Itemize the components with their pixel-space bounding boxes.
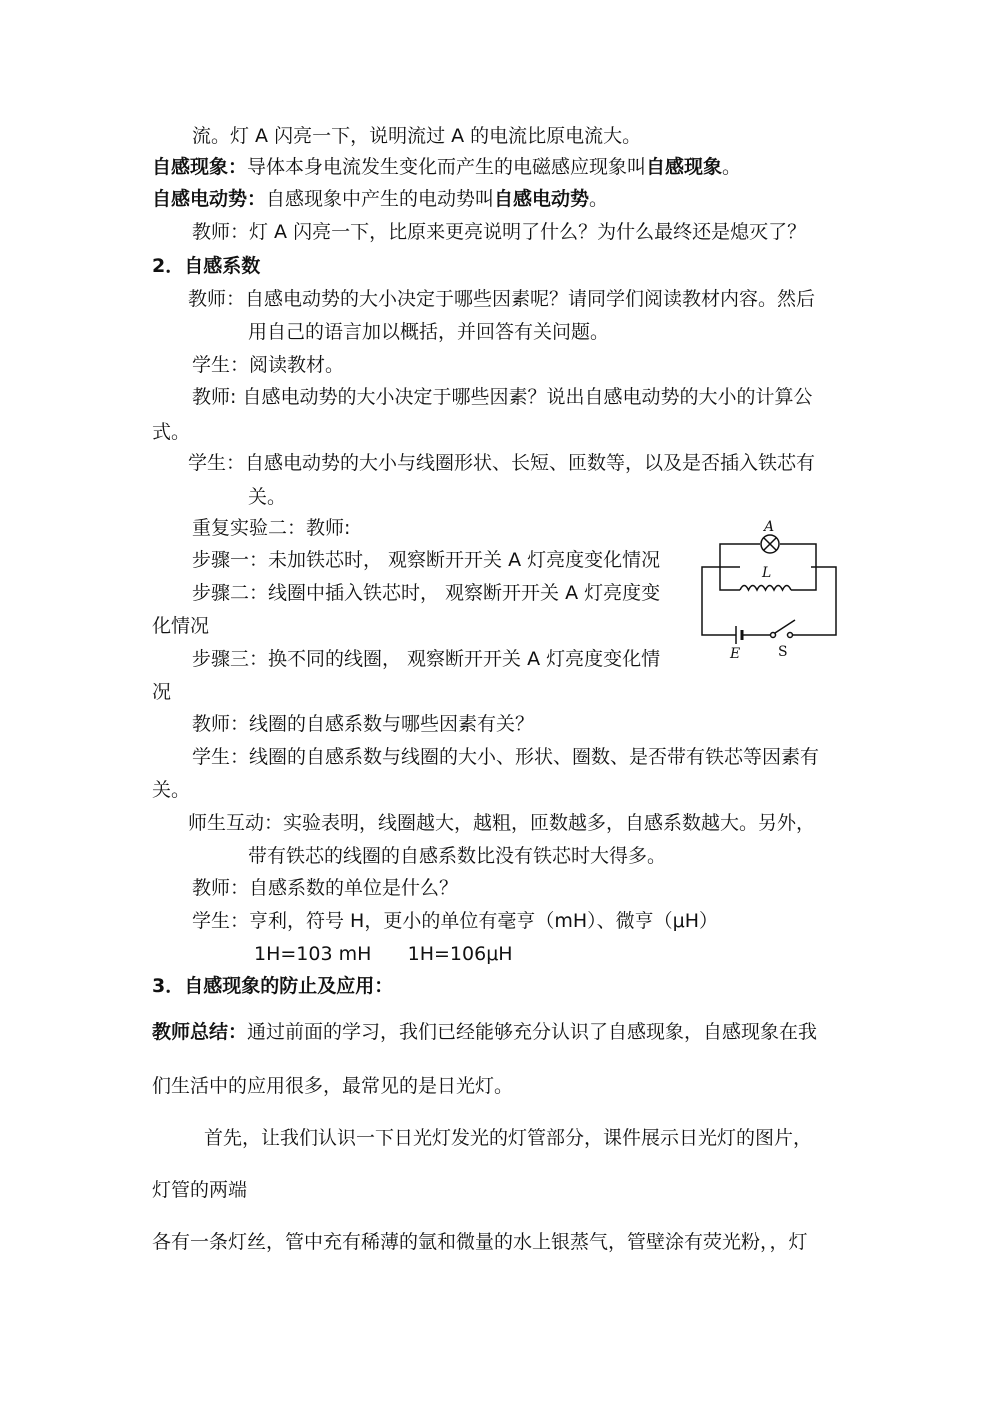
text-line: 教师：灯 A 闪亮一下，比原来更亮说明了什么？为什么最终还是熄灭了？ [192,221,807,243]
text-line: 用自己的语言加以概括，并回答有关问题。 [248,321,610,343]
definition-self-induced-emf [152,187,608,211]
lamp-label: A [764,519,775,535]
text-line: 教师：自感电动势的大小决定于哪些因素呢？请同学们阅读教材内容。然后 [188,288,816,310]
text-line: 流。灯 A 闪亮一下，说明流过 A 的电流比原电流大。 [192,125,642,147]
unit-formula: 1H=103 mH 1H=106μH [254,943,513,965]
summary-line [152,1020,817,1044]
circuit-diagram [698,515,843,665]
summary-text: 通过前面的学习，我们已经能够充分认识了自感现象，自感现象在我 [247,1021,818,1043]
text-line: 教师：自感系数的单位是什么？ [192,877,459,899]
text-line: 学生：亨利，符号 H，更小的单位有毫亨（mH）、微亨（μH） [192,910,718,932]
text-line: 学生：线圈的自感系数与线圈的大小、形状、圈数、是否带有铁芯等因素有 [192,746,820,768]
switch-lever [775,620,795,633]
wire-lamp-branch [720,544,760,567]
definition-label: 自感电动势： [152,188,267,210]
wire-right [793,567,836,635]
text-line: 学生：自感电动势的大小与线圈形状、长短、匝数等，以及是否插入铁芯有 [188,452,816,474]
text-line: 步骤一：未加铁芯时， 观察断开开关 A 灯亮度变化情况 [192,549,661,571]
text-line: 教师: 自感电动势的大小决定于哪些因素？说出自感电动势的大小的计算公 [192,386,813,408]
definition-text: 自感现象中产生的电动势叫 [266,188,495,210]
definition-self-induction [152,155,741,179]
text-line: 式。 [152,421,191,443]
text-line: 各有一条灯丝，管中充有稀薄的氩和微量的水上银蒸气，管壁涂有荧光粉，，灯 [152,1231,808,1253]
text-line: 况 [152,681,172,703]
summary-label: 教师总结： [152,1021,248,1043]
text-line: 化情况 [152,615,210,637]
text-line: 首先，让我们认识一下日光灯发光的灯管部分，课件展示日光灯的图片， [204,1127,813,1149]
text-line: 重复实验二：教师: [192,517,351,539]
definition-end: 。 [722,156,742,178]
text-line: 师生互动：实验表明，线圈越大，越粗，匝数越多，自感系数越大。另外， [188,812,816,834]
battery-label: E [730,646,741,662]
wire-coil-left [720,567,740,590]
switch-contact-left [771,633,776,638]
switch-contact-right [788,633,793,638]
wire-left [702,567,740,635]
coil-label: L [762,565,772,581]
text-line: 步骤二：线圈中插入铁芯时， 观察断开开关 A 灯亮度变 [192,582,661,604]
definition-term: 自感现象 [646,156,723,178]
wire-lamp-branch-right [780,544,816,567]
switch-label: S [778,644,788,660]
definition-label: 自感现象： [152,156,248,178]
definition-term: 自感电动势 [494,188,590,210]
text-line: 们生活中的应用很多，最常见的是日光灯。 [152,1075,514,1097]
section-heading-3: 3．自感现象的防止及应用： [152,975,394,997]
text-line: 步骤三：换不同的线圈， 观察断开开关 A 灯亮度变化情 [192,648,661,670]
text-line: 教师：线圈的自感系数与哪些因素有关？ [192,713,535,735]
definition-end: 。 [589,188,609,210]
text-line: 关。 [248,486,287,508]
text-line: 灯管的两端 [152,1179,248,1201]
section-heading-2: 2．自感系数 [152,255,261,277]
wire-coil-right [791,567,816,590]
definition-text: 导体本身电流发生变化而产生的电磁感应现象叫 [247,156,647,178]
text-line: 学生：阅读教材。 [192,354,345,376]
coil-icon [740,586,791,591]
text-line: 带有铁芯的线圈的自感系数比没有铁芯时大得多。 [248,845,667,867]
text-line: 关。 [152,779,191,801]
